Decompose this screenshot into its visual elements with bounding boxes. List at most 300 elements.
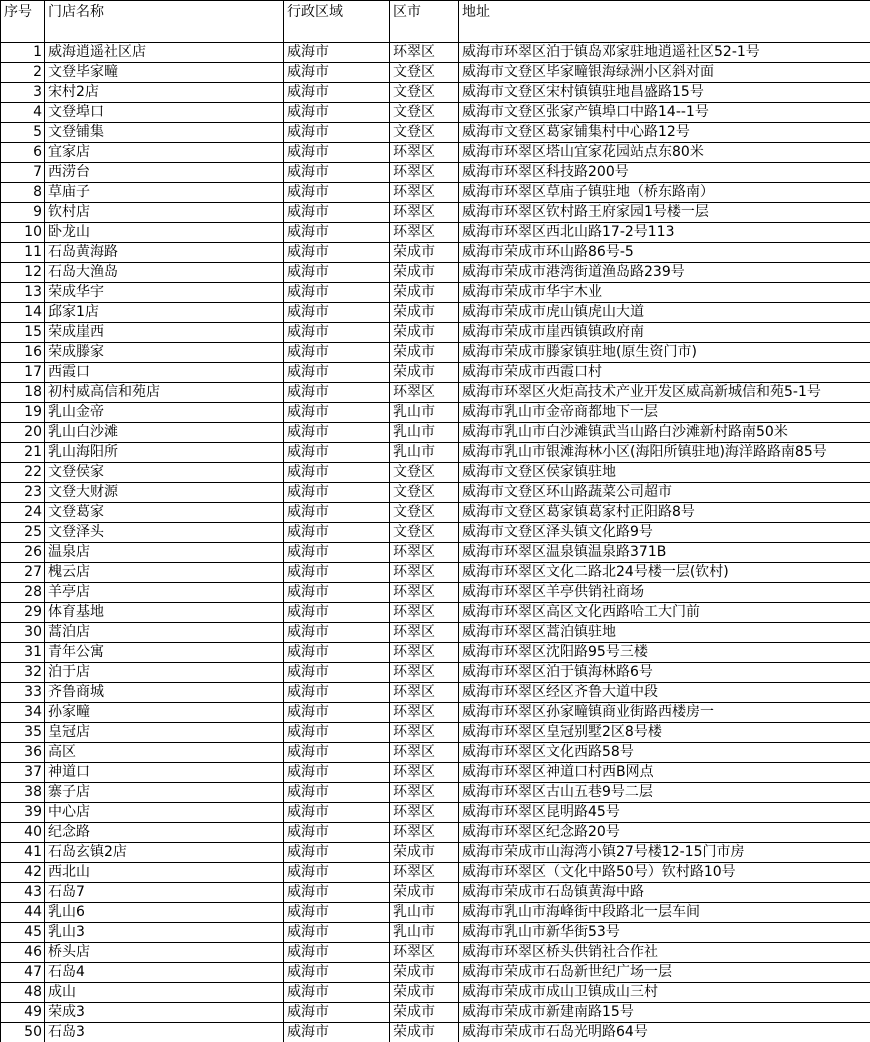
cell-region[interactable]: 威海市 — [284, 983, 390, 1003]
cell-district[interactable]: 荣成市 — [390, 363, 459, 383]
cell-region[interactable]: 威海市 — [284, 663, 390, 683]
table-row — [1, 843, 870, 863]
cell-region[interactable]: 威海市 — [284, 203, 390, 223]
cell-district[interactable]: 乳山市 — [390, 423, 459, 443]
cell-index[interactable]: 36 — [1, 743, 45, 763]
cell-address[interactable]: 威海市环翠区神道口村西B网点 — [459, 763, 870, 783]
cell-name[interactable]: 石岛4 — [45, 963, 284, 983]
cell-name[interactable]: 泊于店 — [45, 663, 284, 683]
table-row — [1, 783, 870, 803]
cell-region[interactable]: 威海市 — [284, 923, 390, 943]
cell-name[interactable]: 成山 — [45, 983, 284, 1003]
cell-index[interactable]: 48 — [1, 983, 45, 1003]
cell-district[interactable]: 环翠区 — [390, 583, 459, 603]
cell-district[interactable]: 荣成市 — [390, 343, 459, 363]
table-row — [1, 923, 870, 943]
cell-region[interactable]: 威海市 — [284, 343, 390, 363]
cell-name[interactable]: 西霞口 — [45, 363, 284, 383]
table-row — [1, 903, 870, 923]
cell-name[interactable]: 宋村2店 — [45, 83, 284, 103]
cell-district[interactable]: 环翠区 — [390, 723, 459, 743]
cell-index[interactable]: 13 — [1, 283, 45, 303]
cell-name[interactable]: 荣成华宇 — [45, 283, 284, 303]
table-row — [1, 483, 870, 503]
cell-index[interactable]: 44 — [1, 903, 45, 923]
cell-address[interactable]: 威海市文登区宋村镇镇驻地昌盛路15号 — [459, 83, 870, 103]
cell-region[interactable]: 威海市 — [284, 643, 390, 663]
cell-district[interactable]: 环翠区 — [390, 943, 459, 963]
cell-region[interactable]: 威海市 — [284, 423, 390, 443]
cell-region[interactable]: 威海市 — [284, 563, 390, 583]
cell-region[interactable]: 威海市 — [284, 43, 390, 63]
cell-region[interactable]: 威海市 — [284, 763, 390, 783]
cell-index[interactable]: 43 — [1, 883, 45, 903]
cell-region[interactable]: 威海市 — [284, 843, 390, 863]
cell-address[interactable]: 威海市环翠区纪念路20号 — [459, 823, 870, 843]
cell-address[interactable]: 威海市环翠区皇冠别墅2区8号楼 — [459, 723, 870, 743]
cell-region[interactable]: 威海市 — [284, 463, 390, 483]
cell-address[interactable]: 威海市荣成市崖西镇镇政府南 — [459, 323, 870, 343]
table-row — [1, 63, 870, 83]
cell-district[interactable]: 环翠区 — [390, 783, 459, 803]
cell-district[interactable]: 环翠区 — [390, 163, 459, 183]
cell-district[interactable]: 文登区 — [390, 463, 459, 483]
cell-name[interactable]: 羊亭店 — [45, 583, 284, 603]
cell-index[interactable]: 35 — [1, 723, 45, 743]
cell-address[interactable]: 威海市环翠区沈阳路95号三楼 — [459, 643, 870, 663]
header-row — [1, 1, 870, 43]
cell-district[interactable]: 荣成市 — [390, 283, 459, 303]
cell-name[interactable]: 石岛3 — [45, 1023, 284, 1042]
cell-region[interactable]: 威海市 — [284, 743, 390, 763]
cell-name[interactable]: 乳山6 — [45, 903, 284, 923]
cell-district[interactable]: 乳山市 — [390, 443, 459, 463]
cell-index[interactable]: 20 — [1, 423, 45, 443]
cell-index[interactable]: 32 — [1, 663, 45, 683]
cell-region[interactable]: 威海市 — [284, 1023, 390, 1042]
cell-region[interactable]: 威海市 — [284, 383, 390, 403]
cell-address[interactable]: 威海市环翠区高区文化西路哈工大门前 — [459, 603, 870, 623]
cell-name[interactable]: 卧龙山 — [45, 223, 284, 243]
cell-region[interactable]: 威海市 — [284, 683, 390, 703]
table-row — [1, 503, 870, 523]
cell-address[interactable]: 威海市环翠区塔山宜家花园站点东80米 — [459, 143, 870, 163]
table-row — [1, 163, 870, 183]
table-row — [1, 363, 870, 383]
cell-district[interactable]: 荣成市 — [390, 963, 459, 983]
cell-address[interactable]: 威海市乳山市白沙滩镇武当山路白沙滩新村路南50米 — [459, 423, 870, 443]
cell-name[interactable]: 荣成3 — [45, 1003, 284, 1023]
cell-region[interactable]: 威海市 — [284, 863, 390, 883]
header-cell-district[interactable]: 区市 — [390, 1, 459, 43]
cell-index[interactable]: 42 — [1, 863, 45, 883]
cell-index[interactable]: 21 — [1, 443, 45, 463]
cell-address[interactable]: 威海市荣成市港湾街道渔岛路239号 — [459, 263, 870, 283]
table-row — [1, 883, 870, 903]
cell-district[interactable]: 荣成市 — [390, 843, 459, 863]
cell-region[interactable]: 威海市 — [284, 63, 390, 83]
table-row — [1, 283, 870, 303]
cell-name[interactable]: 文登葛家 — [45, 503, 284, 523]
table-row — [1, 983, 870, 1003]
cell-index[interactable]: 11 — [1, 243, 45, 263]
cell-name[interactable]: 蒿泊店 — [45, 623, 284, 643]
table-row — [1, 463, 870, 483]
cell-district[interactable]: 环翠区 — [390, 623, 459, 643]
cell-region[interactable]: 威海市 — [284, 883, 390, 903]
cell-name[interactable]: 乳山海阳所 — [45, 443, 284, 463]
cell-region[interactable]: 威海市 — [284, 443, 390, 463]
cell-name[interactable]: 西涝台 — [45, 163, 284, 183]
cell-address[interactable]: 威海市文登区毕家疃银海绿洲小区斜对面 — [459, 63, 870, 83]
cell-address[interactable]: 威海市环翠区钦村路王府家园1号楼一层 — [459, 203, 870, 223]
cell-name[interactable]: 温泉店 — [45, 543, 284, 563]
cell-district[interactable]: 环翠区 — [390, 543, 459, 563]
cell-name[interactable]: 初村威高信和苑店 — [45, 383, 284, 403]
cell-region[interactable]: 威海市 — [284, 623, 390, 643]
cell-name[interactable]: 石岛7 — [45, 883, 284, 903]
cell-name[interactable]: 石岛玄镇2店 — [45, 843, 284, 863]
cell-address[interactable]: 威海市文登区葛家镇葛家村正阳路8号 — [459, 503, 870, 523]
cell-district[interactable]: 环翠区 — [390, 803, 459, 823]
cell-name[interactable]: 文登大财源 — [45, 483, 284, 503]
cell-region[interactable]: 威海市 — [284, 803, 390, 823]
cell-address[interactable]: 威海市环翠区西北山路17-2号113 — [459, 223, 870, 243]
cell-index[interactable]: 31 — [1, 643, 45, 663]
cell-index[interactable]: 24 — [1, 503, 45, 523]
cell-address[interactable]: 威海市荣成市西霞口村 — [459, 363, 870, 383]
cell-address[interactable]: 威海市乳山市海峰街中段路北一层车间 — [459, 903, 870, 923]
cell-region[interactable]: 威海市 — [284, 823, 390, 843]
cell-index[interactable]: 33 — [1, 683, 45, 703]
table-row — [1, 603, 870, 623]
cell-name[interactable]: 青年公寓 — [45, 643, 284, 663]
cell-region[interactable]: 威海市 — [284, 703, 390, 723]
cell-region[interactable]: 威海市 — [284, 223, 390, 243]
cell-district[interactable]: 文登区 — [390, 523, 459, 543]
cell-region[interactable]: 威海市 — [284, 243, 390, 263]
header-cell-name[interactable]: 门店名称 — [45, 1, 284, 43]
cell-address[interactable]: 威海市环翠区（文化中路50号）钦村路10号 — [459, 863, 870, 883]
cell-district[interactable]: 文登区 — [390, 103, 459, 123]
cell-index[interactable]: 15 — [1, 323, 45, 343]
cell-address[interactable]: 威海市环翠区桥头供销社合作社 — [459, 943, 870, 963]
cell-index[interactable]: 10 — [1, 223, 45, 243]
cell-index[interactable]: 9 — [1, 203, 45, 223]
cell-address[interactable]: 威海市环翠区文化二路北24号楼一层(钦村) — [459, 563, 870, 583]
cell-address[interactable]: 威海市荣成市石岛镇黄海中路 — [459, 883, 870, 903]
cell-region[interactable]: 威海市 — [284, 303, 390, 323]
cell-address[interactable]: 威海市荣成市环山路86号-5 — [459, 243, 870, 263]
cell-name[interactable]: 西北山 — [45, 863, 284, 883]
cell-district[interactable]: 环翠区 — [390, 863, 459, 883]
cell-name[interactable]: 体育基地 — [45, 603, 284, 623]
cell-address[interactable]: 威海市文登区张家产镇埠口中路14--1号 — [459, 103, 870, 123]
cell-region[interactable]: 威海市 — [284, 323, 390, 343]
cell-index[interactable]: 26 — [1, 543, 45, 563]
table-row — [1, 83, 870, 103]
table-row — [1, 203, 870, 223]
cell-district[interactable]: 环翠区 — [390, 203, 459, 223]
cell-district[interactable]: 文登区 — [390, 123, 459, 143]
cell-name[interactable]: 纪念路 — [45, 823, 284, 843]
cell-region[interactable]: 威海市 — [284, 603, 390, 623]
cell-address[interactable]: 威海市荣成市石岛光明路64号 — [459, 1023, 870, 1042]
cell-district[interactable]: 环翠区 — [390, 683, 459, 703]
header-cell-region[interactable]: 行政区域 — [284, 1, 390, 43]
table-row — [1, 103, 870, 123]
cell-region[interactable]: 威海市 — [284, 543, 390, 563]
cell-district[interactable]: 环翠区 — [390, 563, 459, 583]
cell-name[interactable]: 威海逍遥社区店 — [45, 43, 284, 63]
cell-address[interactable]: 威海市环翠区文化西路58号 — [459, 743, 870, 763]
cell-name[interactable]: 神道口 — [45, 763, 284, 783]
cell-index[interactable]: 29 — [1, 603, 45, 623]
table-body — [1, 43, 870, 1042]
cell-name[interactable]: 邱家1店 — [45, 303, 284, 323]
cell-index[interactable]: 38 — [1, 783, 45, 803]
cell-address[interactable]: 威海市乳山市金帝商都地下一层 — [459, 403, 870, 423]
cell-district[interactable]: 荣成市 — [390, 1023, 459, 1042]
table-row — [1, 643, 870, 663]
cell-address[interactable]: 威海市环翠区温泉镇温泉路371B — [459, 543, 870, 563]
cell-index[interactable]: 50 — [1, 1023, 45, 1042]
cell-index[interactable]: 34 — [1, 703, 45, 723]
cell-index[interactable]: 47 — [1, 963, 45, 983]
cell-region[interactable]: 威海市 — [284, 963, 390, 983]
cell-name[interactable]: 石岛大渔岛 — [45, 263, 284, 283]
cell-index[interactable]: 14 — [1, 303, 45, 323]
cell-name[interactable]: 草庙子 — [45, 183, 284, 203]
cell-district[interactable]: 环翠区 — [390, 223, 459, 243]
cell-region[interactable]: 威海市 — [284, 403, 390, 423]
cell-region[interactable]: 威海市 — [284, 123, 390, 143]
cell-name[interactable]: 荣成崖西 — [45, 323, 284, 343]
cell-name[interactable]: 桥头店 — [45, 943, 284, 963]
cell-region[interactable]: 威海市 — [284, 503, 390, 523]
table-row — [1, 683, 870, 703]
cell-region[interactable]: 威海市 — [284, 363, 390, 383]
cell-address[interactable]: 威海市荣成市石岛新世纪广场一层 — [459, 963, 870, 983]
cell-district[interactable]: 乳山市 — [390, 903, 459, 923]
cell-address[interactable]: 威海市环翠区火炬高技术产业开发区威高新城信和苑5-1号 — [459, 383, 870, 403]
cell-index[interactable]: 40 — [1, 823, 45, 843]
cell-district[interactable]: 环翠区 — [390, 743, 459, 763]
cell-address[interactable]: 威海市环翠区古山五巷9号二层 — [459, 783, 870, 803]
cell-region[interactable]: 威海市 — [284, 943, 390, 963]
cell-name[interactable]: 乳山3 — [45, 923, 284, 943]
cell-district[interactable]: 环翠区 — [390, 703, 459, 723]
cell-address[interactable]: 威海市文登区泽头镇文化路9号 — [459, 523, 870, 543]
cell-name[interactable]: 孙家疃 — [45, 703, 284, 723]
table-row — [1, 723, 870, 743]
cell-district[interactable]: 环翠区 — [390, 603, 459, 623]
cell-name[interactable]: 文登泽头 — [45, 523, 284, 543]
cell-address[interactable]: 威海市荣成市山海湾小镇27号楼12-15门市房 — [459, 843, 870, 863]
cell-district[interactable]: 环翠区 — [390, 143, 459, 163]
cell-name[interactable]: 齐鲁商城 — [45, 683, 284, 703]
cell-region[interactable]: 威海市 — [284, 783, 390, 803]
cell-index[interactable]: 5 — [1, 123, 45, 143]
cell-address[interactable]: 威海市环翠区草庙子镇驻地（桥东路南） — [459, 183, 870, 203]
cell-address[interactable]: 威海市环翠区经区齐鲁大道中段 — [459, 683, 870, 703]
table-row — [1, 823, 870, 843]
cell-address[interactable]: 威海市环翠区泊于镇岛邓家驻地逍遥社区52-1号 — [459, 43, 870, 63]
cell-name[interactable]: 文登铺集 — [45, 123, 284, 143]
cell-index[interactable]: 41 — [1, 843, 45, 863]
cell-index[interactable]: 49 — [1, 1003, 45, 1023]
cell-district[interactable]: 荣成市 — [390, 883, 459, 903]
table-row — [1, 863, 870, 883]
cell-name[interactable]: 皇冠店 — [45, 723, 284, 743]
cell-address[interactable]: 威海市环翠区昆明路45号 — [459, 803, 870, 823]
cell-index[interactable]: 28 — [1, 583, 45, 603]
cell-name[interactable]: 宜家店 — [45, 143, 284, 163]
cell-address[interactable]: 威海市文登区侯家镇驻地 — [459, 463, 870, 483]
cell-address[interactable]: 威海市环翠区羊亭供销社商场 — [459, 583, 870, 603]
table-row — [1, 423, 870, 443]
cell-address[interactable]: 威海市文登区葛家铺集村中心路12号 — [459, 123, 870, 143]
cell-index[interactable]: 45 — [1, 923, 45, 943]
cell-address[interactable]: 威海市荣成市新建南路15号 — [459, 1003, 870, 1023]
cell-name[interactable]: 文登埠口 — [45, 103, 284, 123]
table-row — [1, 543, 870, 563]
cell-district[interactable]: 荣成市 — [390, 983, 459, 1003]
cell-index[interactable]: 25 — [1, 523, 45, 543]
table-row — [1, 43, 870, 63]
header-cell-address[interactable]: 地址 — [459, 1, 870, 43]
cell-address[interactable]: 威海市环翠区孙家疃镇商业街路西楼房一 — [459, 703, 870, 723]
cell-region[interactable]: 威海市 — [284, 523, 390, 543]
cell-index[interactable]: 16 — [1, 343, 45, 363]
table-row — [1, 523, 870, 543]
cell-index[interactable]: 7 — [1, 163, 45, 183]
table-row — [1, 443, 870, 463]
cell-region[interactable]: 威海市 — [284, 83, 390, 103]
table-row — [1, 583, 870, 603]
cell-index[interactable]: 6 — [1, 143, 45, 163]
cell-name[interactable]: 文登毕家疃 — [45, 63, 284, 83]
cell-district[interactable]: 荣成市 — [390, 243, 459, 263]
cell-index[interactable]: 39 — [1, 803, 45, 823]
cell-index[interactable]: 12 — [1, 263, 45, 283]
cell-address[interactable]: 威海市文登区环山路蔬菜公司超市 — [459, 483, 870, 503]
cell-district[interactable]: 环翠区 — [390, 643, 459, 663]
cell-region[interactable]: 威海市 — [284, 283, 390, 303]
cell-region[interactable]: 威海市 — [284, 183, 390, 203]
cell-address[interactable]: 威海市荣成市虎山镇虎山大道 — [459, 303, 870, 323]
cell-region[interactable]: 威海市 — [284, 143, 390, 163]
cell-district[interactable]: 环翠区 — [390, 383, 459, 403]
table-row — [1, 343, 870, 363]
cell-district[interactable]: 文登区 — [390, 503, 459, 523]
cell-district[interactable]: 环翠区 — [390, 823, 459, 843]
table-row — [1, 243, 870, 263]
cell-district[interactable]: 文登区 — [390, 483, 459, 503]
cell-name[interactable]: 高区 — [45, 743, 284, 763]
cell-district[interactable]: 乳山市 — [390, 403, 459, 423]
cell-address[interactable]: 威海市环翠区泊于镇海林路6号 — [459, 663, 870, 683]
cell-district[interactable]: 文登区 — [390, 83, 459, 103]
cell-region[interactable]: 威海市 — [284, 1003, 390, 1023]
table-row — [1, 123, 870, 143]
cell-name[interactable]: 乳山金帝 — [45, 403, 284, 423]
cell-index[interactable]: 1 — [1, 43, 45, 63]
cell-index[interactable]: 3 — [1, 83, 45, 103]
cell-region[interactable]: 威海市 — [284, 583, 390, 603]
cell-index[interactable]: 19 — [1, 403, 45, 423]
cell-index[interactable]: 27 — [1, 563, 45, 583]
table-row — [1, 383, 870, 403]
table-row — [1, 743, 870, 763]
cell-name[interactable]: 寨子店 — [45, 783, 284, 803]
cell-index[interactable]: 4 — [1, 103, 45, 123]
table-row — [1, 403, 870, 423]
cell-address[interactable]: 威海市乳山市新华街53号 — [459, 923, 870, 943]
cell-district[interactable]: 乳山市 — [390, 923, 459, 943]
cell-district[interactable]: 荣成市 — [390, 263, 459, 283]
cell-district[interactable]: 荣成市 — [390, 303, 459, 323]
cell-district[interactable]: 荣成市 — [390, 323, 459, 343]
cell-district[interactable]: 荣成市 — [390, 1003, 459, 1023]
table-row — [1, 183, 870, 203]
cell-index[interactable]: 23 — [1, 483, 45, 503]
cell-address[interactable]: 威海市荣成市滕家镇驻地(原生资门市) — [459, 343, 870, 363]
table-row — [1, 263, 870, 283]
cell-name[interactable]: 荣成滕家 — [45, 343, 284, 363]
cell-district[interactable]: 环翠区 — [390, 763, 459, 783]
table-row — [1, 663, 870, 683]
cell-region[interactable]: 威海市 — [284, 483, 390, 503]
header-cell-index[interactable]: 序号 — [1, 1, 45, 43]
cell-address[interactable]: 威海市乳山市银滩海林小区(海阳所镇驻地)海洋路路南85号 — [459, 443, 870, 463]
cell-district[interactable]: 文登区 — [390, 63, 459, 83]
cell-name[interactable]: 中心店 — [45, 803, 284, 823]
table-row — [1, 1003, 870, 1023]
cell-district[interactable]: 环翠区 — [390, 183, 459, 203]
table-row — [1, 223, 870, 243]
table-row — [1, 803, 870, 823]
table-row — [1, 303, 870, 323]
cell-name[interactable]: 槐云店 — [45, 563, 284, 583]
table-row — [1, 763, 870, 783]
cell-district[interactable]: 环翠区 — [390, 43, 459, 63]
cell-address[interactable]: 威海市环翠区科技路200号 — [459, 163, 870, 183]
cell-address[interactable]: 威海市荣成市成山卫镇成山三村 — [459, 983, 870, 1003]
cell-address[interactable]: 威海市荣成市华宇木业 — [459, 283, 870, 303]
cell-region[interactable]: 威海市 — [284, 103, 390, 123]
cell-region[interactable]: 威海市 — [284, 263, 390, 283]
cell-name[interactable]: 乳山白沙滩 — [45, 423, 284, 443]
cell-index[interactable]: 22 — [1, 463, 45, 483]
cell-index[interactable]: 30 — [1, 623, 45, 643]
cell-name[interactable]: 石岛黄海路 — [45, 243, 284, 263]
cell-index[interactable]: 17 — [1, 363, 45, 383]
cell-index[interactable]: 46 — [1, 943, 45, 963]
cell-region[interactable]: 威海市 — [284, 163, 390, 183]
cell-name[interactable]: 钦村店 — [45, 203, 284, 223]
cell-region[interactable]: 威海市 — [284, 723, 390, 743]
cell-index[interactable]: 8 — [1, 183, 45, 203]
cell-name[interactable]: 文登侯家 — [45, 463, 284, 483]
table-row — [1, 623, 870, 643]
cell-address[interactable]: 威海市环翠区蒿泊镇驻地 — [459, 623, 870, 643]
cell-index[interactable]: 18 — [1, 383, 45, 403]
cell-district[interactable]: 环翠区 — [390, 663, 459, 683]
cell-index[interactable]: 2 — [1, 63, 45, 83]
cell-region[interactable]: 威海市 — [284, 903, 390, 923]
cell-index[interactable]: 37 — [1, 763, 45, 783]
